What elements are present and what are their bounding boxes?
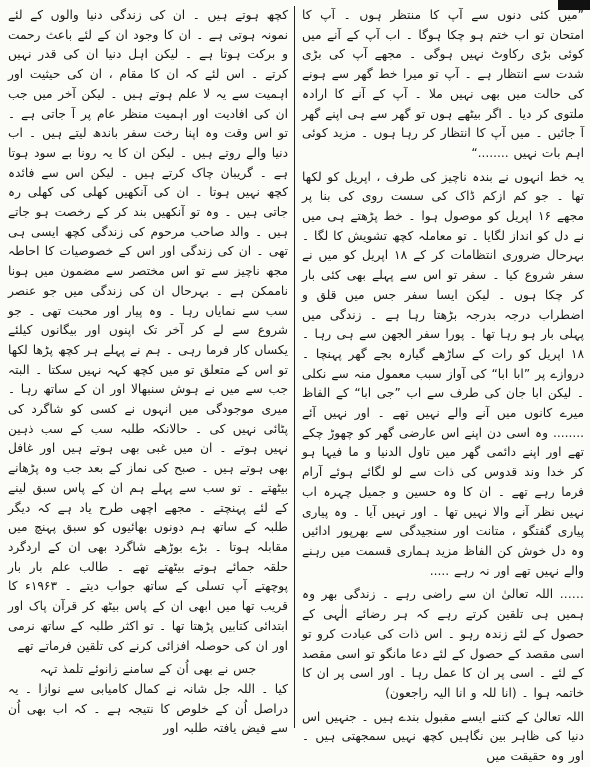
- body-paragraph: اللہ تعالیٰ کے کتنے ایسے مقبول بندے ہیں ۔ جنہیں اس دنیا کی ظاہر بین نگاہیں کچھ نہیں سمجھتی ہیں ۔ اور وہ حقیقت میں: [302, 709, 584, 764]
- letter-quote-paragraph: ”میں کئی دنوں سے آپ کا منتظر ہوں ۔ آپ کا امتحان تو اب ختم ہو چکا ہوگا ۔ اب آپ کے آنے میں کوئی بڑی رکاوٹ نہیں ہوگی ۔ مجھے آپ کی بڑی شدت سے انتظار ہے ۔ آپ تو میرا خط گھر سے ہونے کی حالت میں بھی نہیں ملا ۔ آپ کے آنے کا ارادہ ملتوی کر دیا ۔ اگر بیٹھے ہوں تو گھر سے ہی اپنے گھر آ جائیں ۔ میں آپ کا انتظار کر رہا ہوں ۔ مزید کوئی اہم بات نہیں ........“: [302, 8, 584, 160]
- left-column: [8, 6, 288, 736]
- body-paragraph: …… اللہ تعالیٰ ان سے راضی رہے ۔ زندگی بھر وہ ہمیں ہی تلقین کرتے رہے کہ ہر رضائے الٰہی کے حصول کے لئے زندہ رہو ۔ اس ذات کی عبادت کرو تو اسی مقصد کے حصول کے لئے دعا مانگو تو اسی مقصد کے لئے ۔ اسی پر ان کا عمل رہا ۔ اور اسی پر ان کا خاتمہ ہوا ۔ (انا للہ و انا الیہ راجعون): [301, 587, 584, 700]
- quote-line: جس نے بھی اُن کے سامنے زانوئے تلمذ تہہ: [39, 662, 257, 677]
- column-divider: [294, 6, 295, 728]
- body-paragraph: کیا ۔ اللہ جل شانہ نے کمال کامیابی سے نوازا ۔ یہ دراصل اُن کے خلوص کا نتیجہ ہے ۔ کہ اب بھی اُن سے فیض یافتہ طلبہ اور: [8, 681, 288, 736]
- body-paragraph: کچھ ہوتے ہیں ۔ ان کی زندگی دنیا والوں کے لئے نمونہ ہوتی ہے ۔ ان کا وجود ان کے لئے باعث رحمت و برکت ہوتا ہے ۔ لیکن اہل دنیا ان کی قدر نہیں کرتے ۔ اس لئے کہ ان کا مقام ، ان کی حیثیت اور اہمیت سے یہ لا علم ہوتے ہیں ۔ لیکن آخر میں جب ان کی افادیت اور اہمیت منظر عام پر آ جاتی ہے ۔ تو اس وقت وہ اپنا رخت سفر باندھ لیتے ہیں ۔ اب دنیا والے روتے ہیں ۔ لیکن ان کا یہ رونا بے سود ہوتا ہے ۔ گریبان چاک کرتے ہیں ۔ لیکن اس سے فائدہ کچھ نہیں ہوتا ۔ ان کی آنکھیں کھلی کی کھلی رہ جاتی ہیں ۔ وہ تو آنکھیں بند کر کے رخصت ہو جاتے ہیں ۔ والد صاحب مرحوم کی زندگی کچھ ایسی ہی تھی ۔ ان کی زندگی اور اس کے خصوصیات کا احاطہ مجھ ناچیز سے تو اس مختصر سے مضمون میں ہونا ناممکن ہے ۔ بہرحال ان کی زندگی میں جو عنصر سب سے نمایاں رہا ۔ وہ پیار اور محبت تھی ۔ جو شروع سے لے کر آخر تک اپنوں اور بیگانوں کیلئے یکساں کار فرما رہی ۔ ہم نے پہلے ہر کچھ پڑھا لکھا تو اس کے متعلق تو میں کچھ کہہ نہیں سکتا ۔ البتہ جب سے میں نے ہوش سنبھالا اور ان کے ساتھ رہا ۔ میری موجودگی میں انہوں نے کسی کو شاگرد کی پٹائی نہیں کی ۔ حالانکہ طلبہ سب کے سب ذہین نہیں ہوتے ۔ ان میں غبی بھی ہوتے ہیں اور غافل بھی ہوتے ہیں ۔ صبح کی نماز کے بعد جب وہ پڑھانے بیٹھتے ۔ تو سب سے پہلے ہم ان کے پاس سبق لینے کے لئے پہنچتے ۔ مجھے اچھی طرح یاد ہے کہ دیگر طلبہ کے ساتھ ہم دونوں بھائیوں کو سبق پہنچ میں مقابلہ ہوتا ۔ بڑے بوڑھے شاگرد بھی ان کے اردگرد حلقہ جمائے ہوتے بیٹھتے تھے ۔ طالب علم بار بار پوچھتے آپ تسلی کے ساتھ جواب دیتے ۔ ۱۹۶۳ء کا قریب تھا میں ابھی ان کے پاس بیٹھ کر قرآن پاک اور ابتدائی کتابیں پڑھتا تھا ۔ تو اکثر طلبہ کے ساتھ نرمی اور ان کی حوصلہ افزائی کرنے کی تلقین فرماتے تھے: [8, 8, 288, 653]
- right-column: [301, 6, 584, 764]
- body-paragraph: یہ خط انہوں نے بندہ ناچیز کی طرف ، اپریل کو لکھا تھا ۔ جو کم ازکم ڈاک کی سست روی کی بنا پر مجھے ۱۶ اپریل کو موصول ہوا ۔ خط پڑھتے ہی میں نے دل کو انداز لگایا ۔ تو معاملہ کچھ تشویش کا لگا ۔ بہرحال ضروری انتظامات کر کے ۱۸ اپریل کو میں نے سفر شروع کیا ۔ سفر تو اس سے پہلے بھی کئی بار کر چکا ہوں ۔ لیکن ایسا سفر جس میں قلق و اضطراب درجہ بدرجہ بڑھتا رہا ہے ۔ زندگی میں پہلی بار ہو رہا تھا ۔ پورا سفر الجھن سے ہی رہا ۔ ۱۸ اپریل کو رات کے ساڑھے گیارہ بجے گھر پہنچا ۔ دروازے پر ”ابا ابا“ کی آواز سبب معمول منہ سے نکلی ۔ لیکن ابا جان کی طرف سے اب ”جی ابا“ کے الفاظ میرے کانوں میں آنے والے نہیں تھے ۔ اور نہیں آئے ........ وہ اسی دن اپنے اس عارضی گھر کو چھوڑ چکے تھے اور اپنے دائمی گھر میں تاول الدنیا و ما فیہا ہو کر خدا وند قدوس کی ذات سے لو لگائے ہوئے آرام فرما رہے تھے ۔ ان کا وہ حسین و جمیل چہرہ اب نہیں نظر آنے والا نہیں تھا ۔ اور نہیں آیا ۔ وہ پیاری پیاری گفتگو ، متانت اور سنجیدگی سے بھرپور ادائیں وہ دل خوش کن الفاظ مزید ہماری قسمت میں رہنے والے نہیں تھے اور نہ رہے .....: [302, 169, 584, 578]
